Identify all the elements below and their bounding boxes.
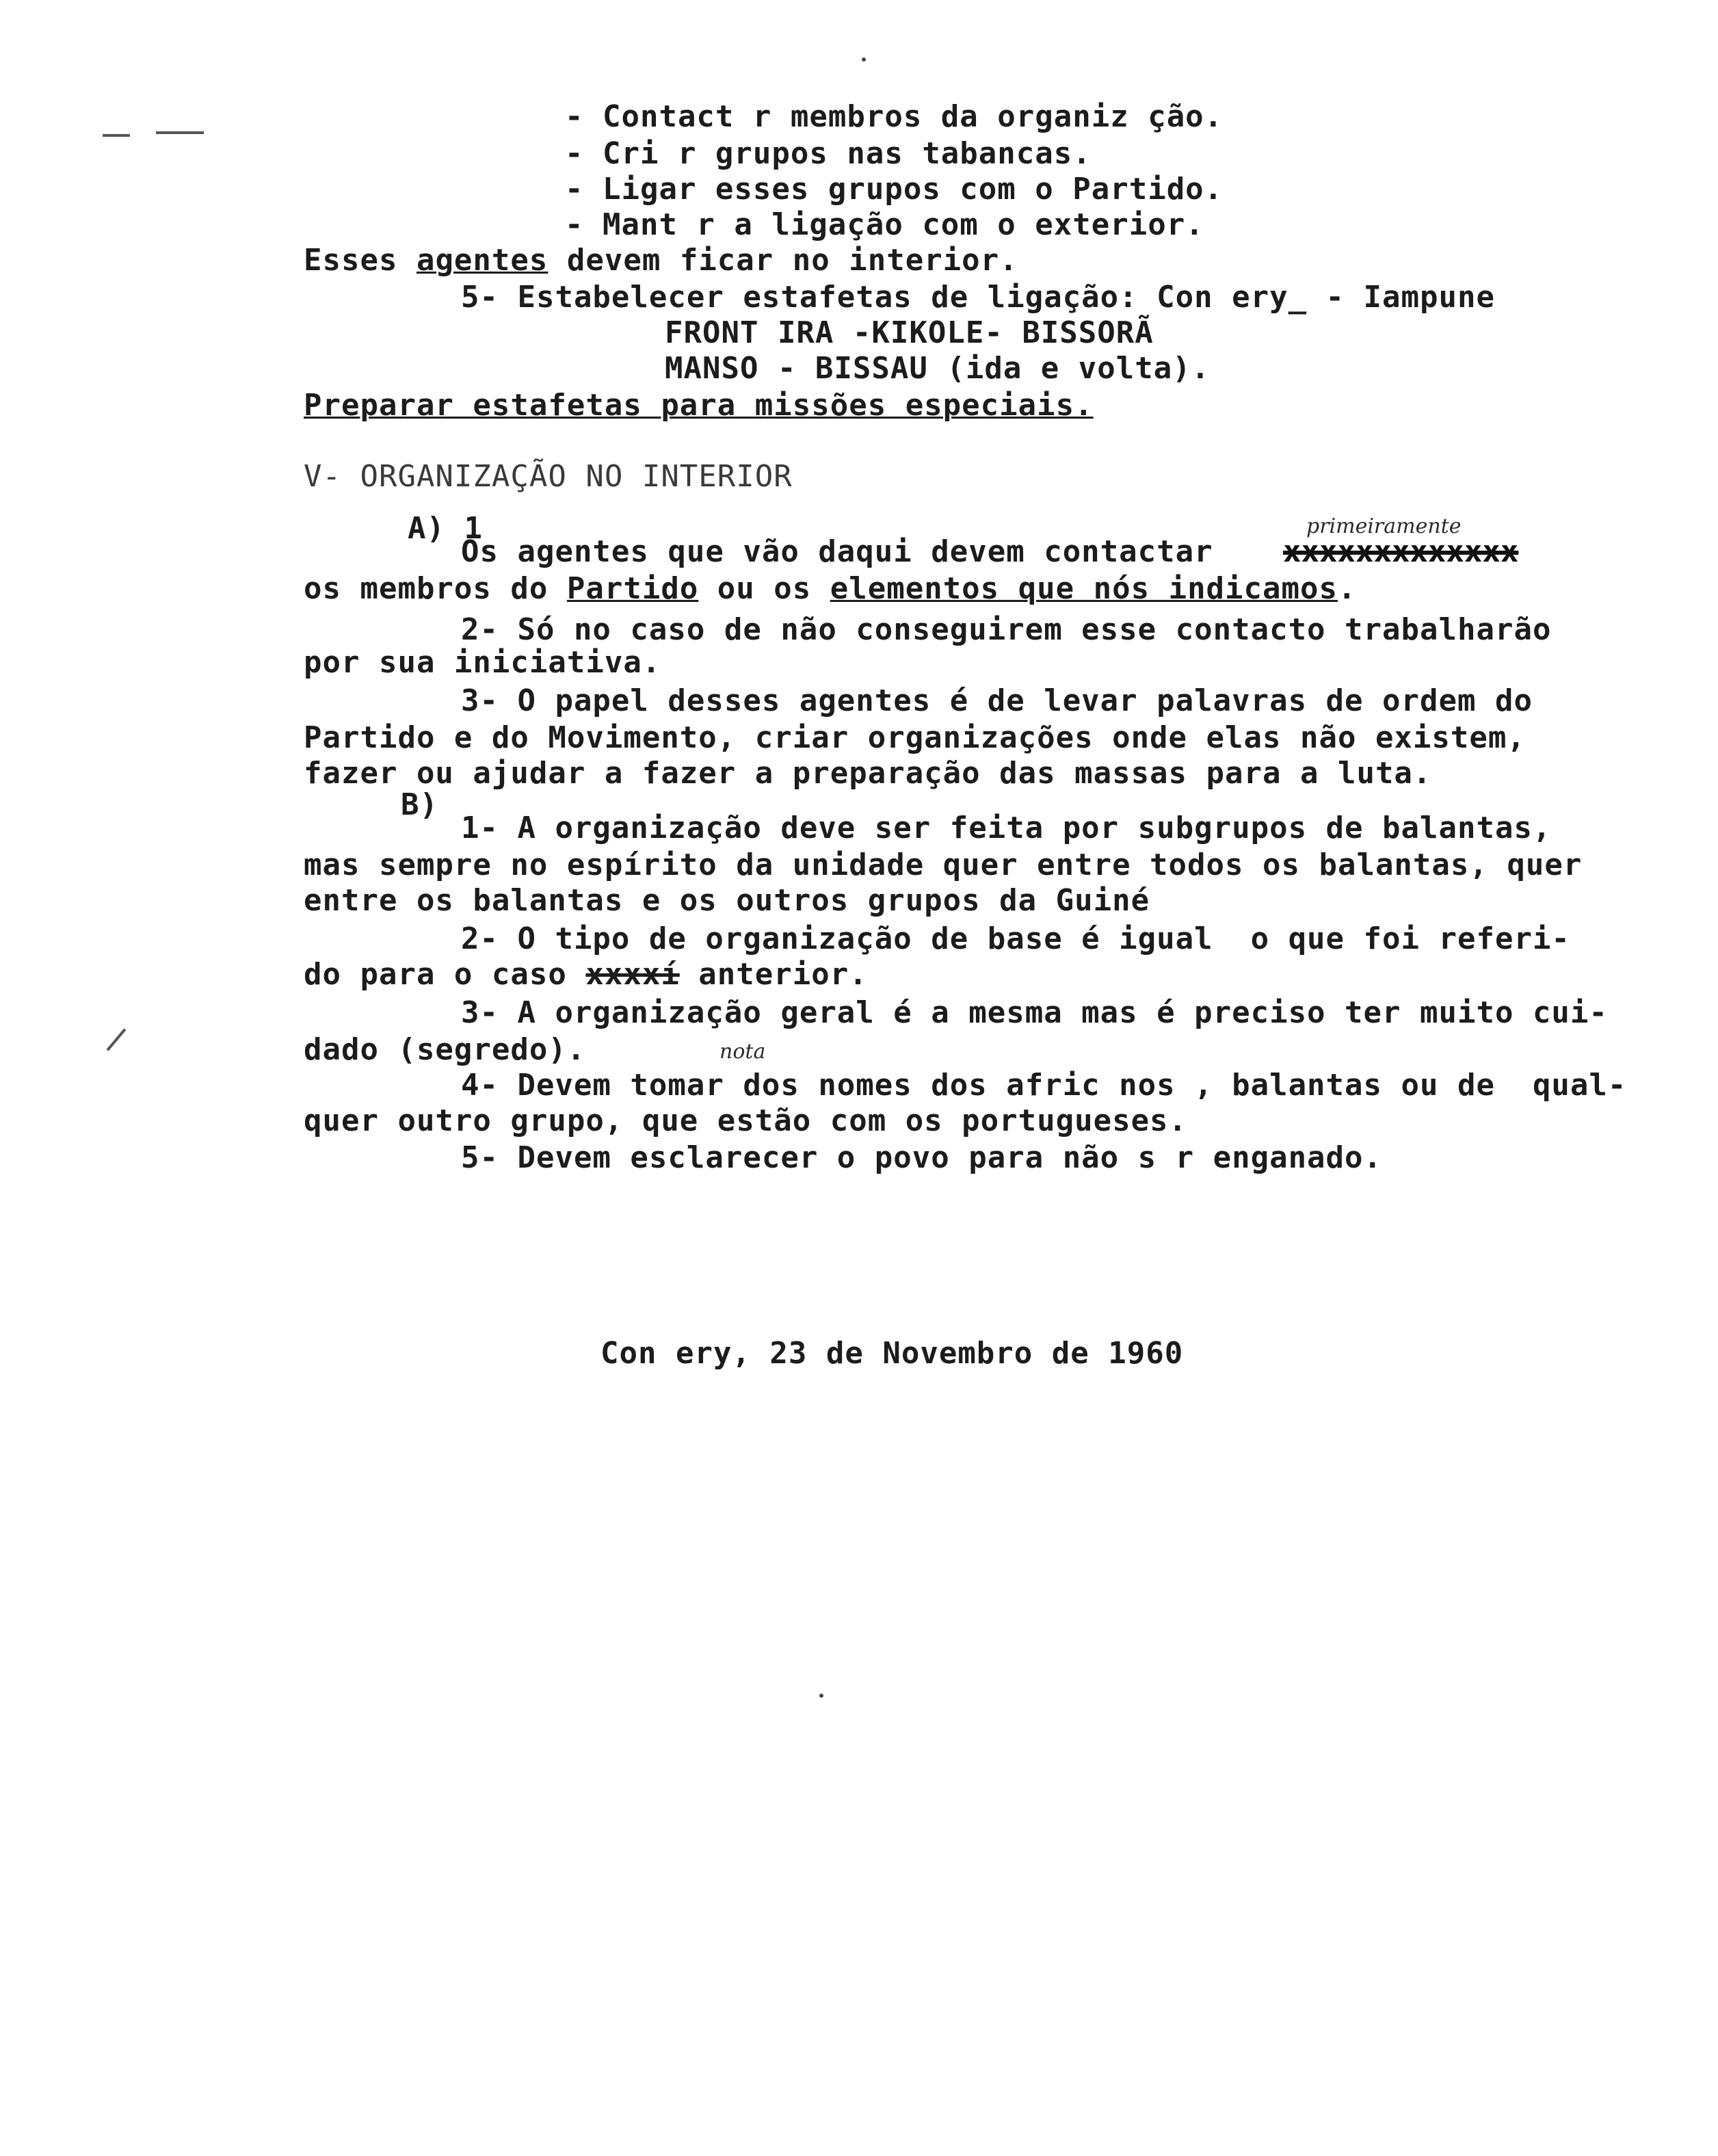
footer-date: Con ery, 23 de Novembro de 1960 [600, 1336, 1184, 1371]
agents-line-pre: Esses [304, 243, 417, 278]
margin-tick [107, 1028, 127, 1051]
a1-partido-underlined: Partido [566, 571, 699, 606]
a1-line2 [304, 572, 1357, 606]
handwritten-primeiramente: primeiramente [1306, 514, 1462, 538]
a-label: A) 1 [408, 511, 483, 546]
b3-line2: dado (segredo). [304, 1032, 586, 1067]
a1-line2-mid: ou os [698, 571, 830, 606]
b1-line1: 1- A organização deve ser feita por subgrupos de balantas, [461, 811, 1552, 845]
list-item-criar: - Cri r grupos nas tabancas. [565, 136, 1092, 171]
b2-line2-struck: xxxxí [585, 957, 680, 992]
a3-line1: 3- O papel desses agentes é de levar palavras de ordem do [461, 683, 1533, 718]
a1-line2-pre: os membros do [304, 571, 567, 606]
item5-line3: MANSO - BISSAU (ida e volta). [665, 351, 1211, 386]
a3-line3: fazer ou ajudar a fazer a preparação das massas para a luta. [304, 756, 1432, 791]
b2-line2-pre: do para o caso [304, 957, 586, 992]
a1-elementos-underlined: elementos que nós indicamos [830, 571, 1338, 606]
b-label: B) [401, 787, 438, 822]
b4-line1: 4- Devem tomar dos nomes dos afric nos , balantas ou de qual- [461, 1068, 1627, 1103]
b1-line3: entre os balantas e os outros grupos da Guiné [304, 883, 1150, 918]
b2-line2-post: anterior. [679, 957, 868, 992]
a1-line1-text: Os agentes que vão daqui devem contactar [461, 534, 1232, 569]
b3-line1: 3- A organização geral é a mesma mas é preciso ter muito cui- [461, 995, 1608, 1030]
stray-dot-2 [862, 57, 866, 62]
b2-line2 [304, 958, 868, 992]
margin-mark-left-2 [156, 131, 204, 134]
list-item-manter: - Mant r a ligação com o exterior. [565, 207, 1204, 242]
a3-line2: Partido e do Movimento, criar organizações onde elas não existem, [304, 720, 1526, 755]
stray-dot [819, 1694, 823, 1698]
a1-line1-struck: xxxxxxxxxxxxx [1283, 534, 1519, 569]
agents-line [304, 244, 1018, 278]
preparar-line: Preparar estafetas para missões especiais. [304, 388, 1094, 423]
a2-line2: por sua iniciativa. [304, 645, 661, 680]
a1-line2-post: . [1338, 571, 1357, 606]
b1-line2: mas sempre no espírito da unidade quer entre todos os balantas, quer [304, 847, 1583, 882]
item5-line1: 5- Estabelecer estafetas de ligação: Con ery_ - Iampune [461, 280, 1495, 315]
handwritten-nota: nota [719, 1040, 766, 1064]
a1-line1 [461, 535, 1232, 569]
item5-line2: FRONT IRA -KIKOLE- BISSORÃ [665, 315, 1154, 350]
section-v-heading: V- ORGANIZAÇÃO NO INTERIOR [304, 459, 793, 494]
agents-line-post: devem ficar no interior. [548, 243, 1018, 278]
margin-mark-left [103, 134, 130, 137]
b5-line1: 5- Devem esclarecer o povo para não s r enganado. [461, 1140, 1383, 1175]
b2-line1: 2- O tipo de organização de base é igual o que foi referi- [461, 921, 1570, 956]
b4-line2: quer outro grupo, que estão com os portugueses. [304, 1103, 1188, 1138]
a2-line1: 2- Só no caso de não conseguirem esse contacto trabalharão [461, 612, 1552, 647]
list-item-ligar: - Ligar esses grupos com o Partido. [565, 172, 1224, 207]
agents-word-underlined: agentes [416, 243, 549, 278]
list-item-contactar: - Contact r membros da organiz ção. [565, 99, 1224, 134]
